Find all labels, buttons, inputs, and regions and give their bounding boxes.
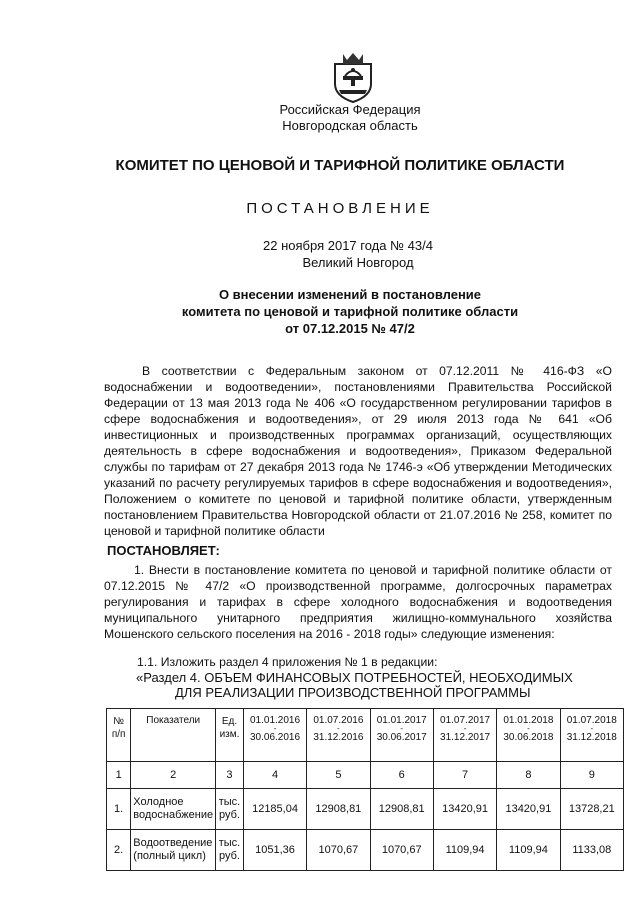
col-number: 2 xyxy=(131,762,216,789)
col-number: 6 xyxy=(370,762,433,789)
col-number: 7 xyxy=(433,762,496,789)
item-1-paragraph: 1. Внести в постановление комитета по ценовой и тарифной политике области от 07.12.2015 № 47/2 «О производственной программе, долгосрочных параметрах регулирования и тарифах в сфере холодного водоснабжения и водоотведения муниципального унитарного предприятия жилищно-коммунального хозяйства Мошенского сельского поселения на 2016 - 2018 годы» следующие изменения: xyxy=(104,563,612,641)
row-value: 1133,08 xyxy=(560,830,623,871)
section-title-line-2: ДЛЯ РЕАЛИЗАЦИИ ПРОИЗВОДСТВЕННОЙ ПРОГРАММЫ xyxy=(175,685,531,700)
section-title-line-1: «Раздел 4. ОБЪЕМ ФИНАНСОВЫХ ПОТРЕБНОСТЕЙ, НЕОБХОДИМЫХ xyxy=(136,670,573,685)
table-row xyxy=(107,830,624,871)
header-unit: Ед. изм. xyxy=(216,709,244,762)
preamble-paragraph: В соответствии с Федеральным законом от 07.12.2011 № 416-ФЗ «О водоснабжении и водоотведении», постановлениями Правительства Российской Федерации от 13 мая 2013 года № 406 «О государственном регулировании тарифов в сфере водоснабжения и водоотведения», от 29 июля 2013 года № 641 «Об инвестиционных и производственных программах организаций, осуществляющих деятельность в сфере водоснабжения и водоотведения», Приказом Федеральной службы по тарифам от 27 декабря 2013 года № 1746-э «Об утверждении Методических указаний по расчету регулируемых тарифов в сфере водоснабжения и водоотведения», Положением о комитете по ценовой и тарифной политике области, утвержденным постановлением Правительства Новгородской области от 21.07.2016 № 258, комитет по ценовой и тарифной политике области xyxy=(104,364,612,538)
row-indicator: Водоотведение (полный цикл) xyxy=(131,830,216,871)
row-unit: тыс. руб. xyxy=(216,830,244,871)
col-number: 3 xyxy=(216,762,244,789)
region-country: Российская Федерация xyxy=(279,102,421,117)
row-value: 1109,94 xyxy=(433,830,496,871)
col-number: 1 xyxy=(107,762,131,789)
row-value: 1070,67 xyxy=(370,830,433,871)
row-value: 13420,91 xyxy=(497,789,560,830)
row-num: 2. xyxy=(107,830,131,871)
row-num: 1. xyxy=(107,789,131,830)
row-value: 12908,81 xyxy=(307,789,370,830)
subject-line-3: от 07.12.2015 № 47/2 xyxy=(285,321,415,336)
row-value: 1051,36 xyxy=(243,830,306,871)
document-city: Великий Новгород xyxy=(302,255,414,270)
row-value: 1109,94 xyxy=(497,830,560,871)
row-value: 12185,04 xyxy=(243,789,306,830)
col-number: 8 xyxy=(497,762,560,789)
header-period: 01.07.2018 - 31.12.2018 xyxy=(560,709,623,762)
table-header-row xyxy=(107,709,624,762)
financial-needs-table xyxy=(106,708,624,871)
table-row xyxy=(107,789,624,830)
row-value: 13728,21 xyxy=(560,789,623,830)
row-value: 13420,91 xyxy=(433,789,496,830)
row-unit: тыс. руб. xyxy=(216,789,244,830)
row-value: 1070,67 xyxy=(307,830,370,871)
column-number-row xyxy=(107,762,624,789)
header-period: 01.07.2016 - 31.12.2016 xyxy=(307,709,370,762)
col-number: 9 xyxy=(560,762,623,789)
region-oblast: Новгородская область xyxy=(282,118,418,133)
coat-of-arms-icon xyxy=(329,50,377,104)
header-period: 01.01.2018 - 30.06.2018 xyxy=(497,709,560,762)
item-1-1-paragraph: 1.1. Изложить раздел 4 приложения № 1 в редакции: xyxy=(137,655,438,669)
header-num: № п/п xyxy=(107,709,131,762)
subject-line-2: комитета по ценовой и тарифной политике области xyxy=(181,304,519,319)
header-period: 01.07.2017 - 31.12.2017 xyxy=(433,709,496,762)
col-number: 4 xyxy=(243,762,306,789)
document-type: ПОСТАНОВЛЕНИЕ xyxy=(246,200,434,217)
row-value: 12908,81 xyxy=(370,789,433,830)
col-number: 5 xyxy=(307,762,370,789)
header-indicator: Показатели xyxy=(131,709,216,762)
header-period: 01.01.2016 - 30.06.2016 xyxy=(243,709,306,762)
committee-title: КОМИТЕТ ПО ЦЕНОВОЙ И ТАРИФНОЙ ПОЛИТИКЕ ОБЛАСТИ xyxy=(115,157,565,174)
row-indicator: Холодное водоснабжение xyxy=(131,789,216,830)
document-date-number: 22 ноября 2017 года № 43/4 xyxy=(263,238,433,253)
header-period: 01.01.2017 - 30.06.2017 xyxy=(370,709,433,762)
resolves-heading: ПОСТАНОВЛЯЕТ: xyxy=(107,543,220,558)
subject-line-1: О внесении изменений в постановление xyxy=(218,287,482,302)
